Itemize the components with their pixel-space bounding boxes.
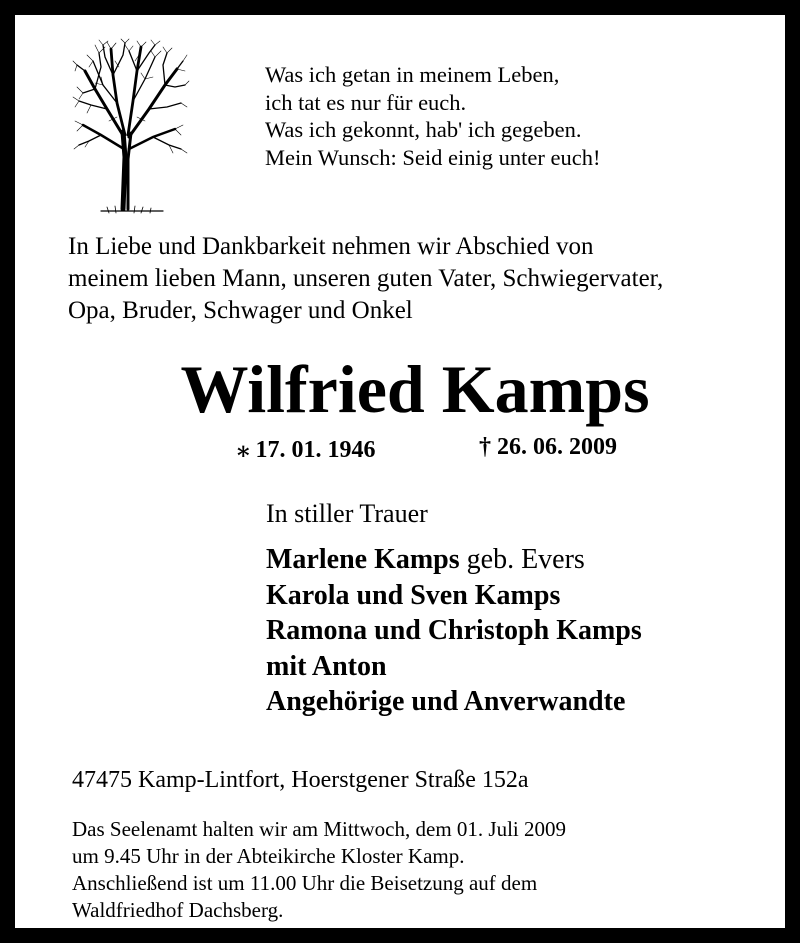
mourner-name: Karola und Sven Kamps — [266, 579, 561, 611]
mourners-list — [266, 542, 642, 720]
address: 47475 Kamp-Lintfort, Hoerstgener Straße 152a — [72, 767, 529, 793]
farewell-text — [68, 231, 663, 327]
service-info — [72, 816, 566, 924]
death-date: † 26. 06. 2009 — [479, 434, 617, 460]
poem-line: Was ich getan in meinem Leben, — [265, 62, 560, 87]
deceased-name: Wilfried Kamps — [180, 351, 650, 427]
mourner-line — [266, 613, 642, 649]
mourner-name: Angehörige und Anverwandte — [266, 686, 626, 717]
mourner-name: Marlene Kamps — [266, 544, 460, 575]
mourner-name: Ramona und Christoph Kamps — [266, 615, 642, 646]
farewell-line: meinem lieben Mann, unseren guten Vater, Schwiegervater, — [68, 265, 664, 292]
birth-date: ⁎ 17. 01. 1946 — [237, 437, 376, 463]
mourner-note: geb. Evers — [459, 544, 585, 575]
farewell-line: In Liebe und Dankbarkeit nehmen wir Abschied von — [68, 233, 594, 260]
mourner-name: mit Anton — [266, 650, 387, 682]
tree-icon — [71, 37, 191, 217]
mourner-line — [266, 542, 642, 578]
service-line: Waldfriedhof Dachsberg. — [72, 898, 284, 922]
poem — [265, 61, 600, 171]
mourner-line — [266, 684, 642, 720]
poem-line: ich tat es nur für euch. — [265, 89, 467, 115]
mourning-label: In stiller Trauer — [266, 499, 428, 528]
farewell-line: Opa, Bruder, Schwager und Onkel — [68, 297, 413, 324]
mourner-line — [266, 649, 642, 685]
poem-line: Mein Wunsch: Seid einig unter euch! — [265, 144, 601, 170]
mourner-line — [266, 578, 642, 614]
service-line: Das Seelenamt halten wir am Mittwoch, dem 01. Juli 2009 — [72, 817, 566, 841]
service-line: um 9.45 Uhr in der Abteikirche Kloster Kamp. — [72, 844, 465, 868]
poem-line: Was ich gekonnt, hab' ich gegeben. — [265, 117, 582, 142]
service-line: Anschließend ist um 11.00 Uhr die Beisetzung auf dem — [72, 871, 538, 895]
